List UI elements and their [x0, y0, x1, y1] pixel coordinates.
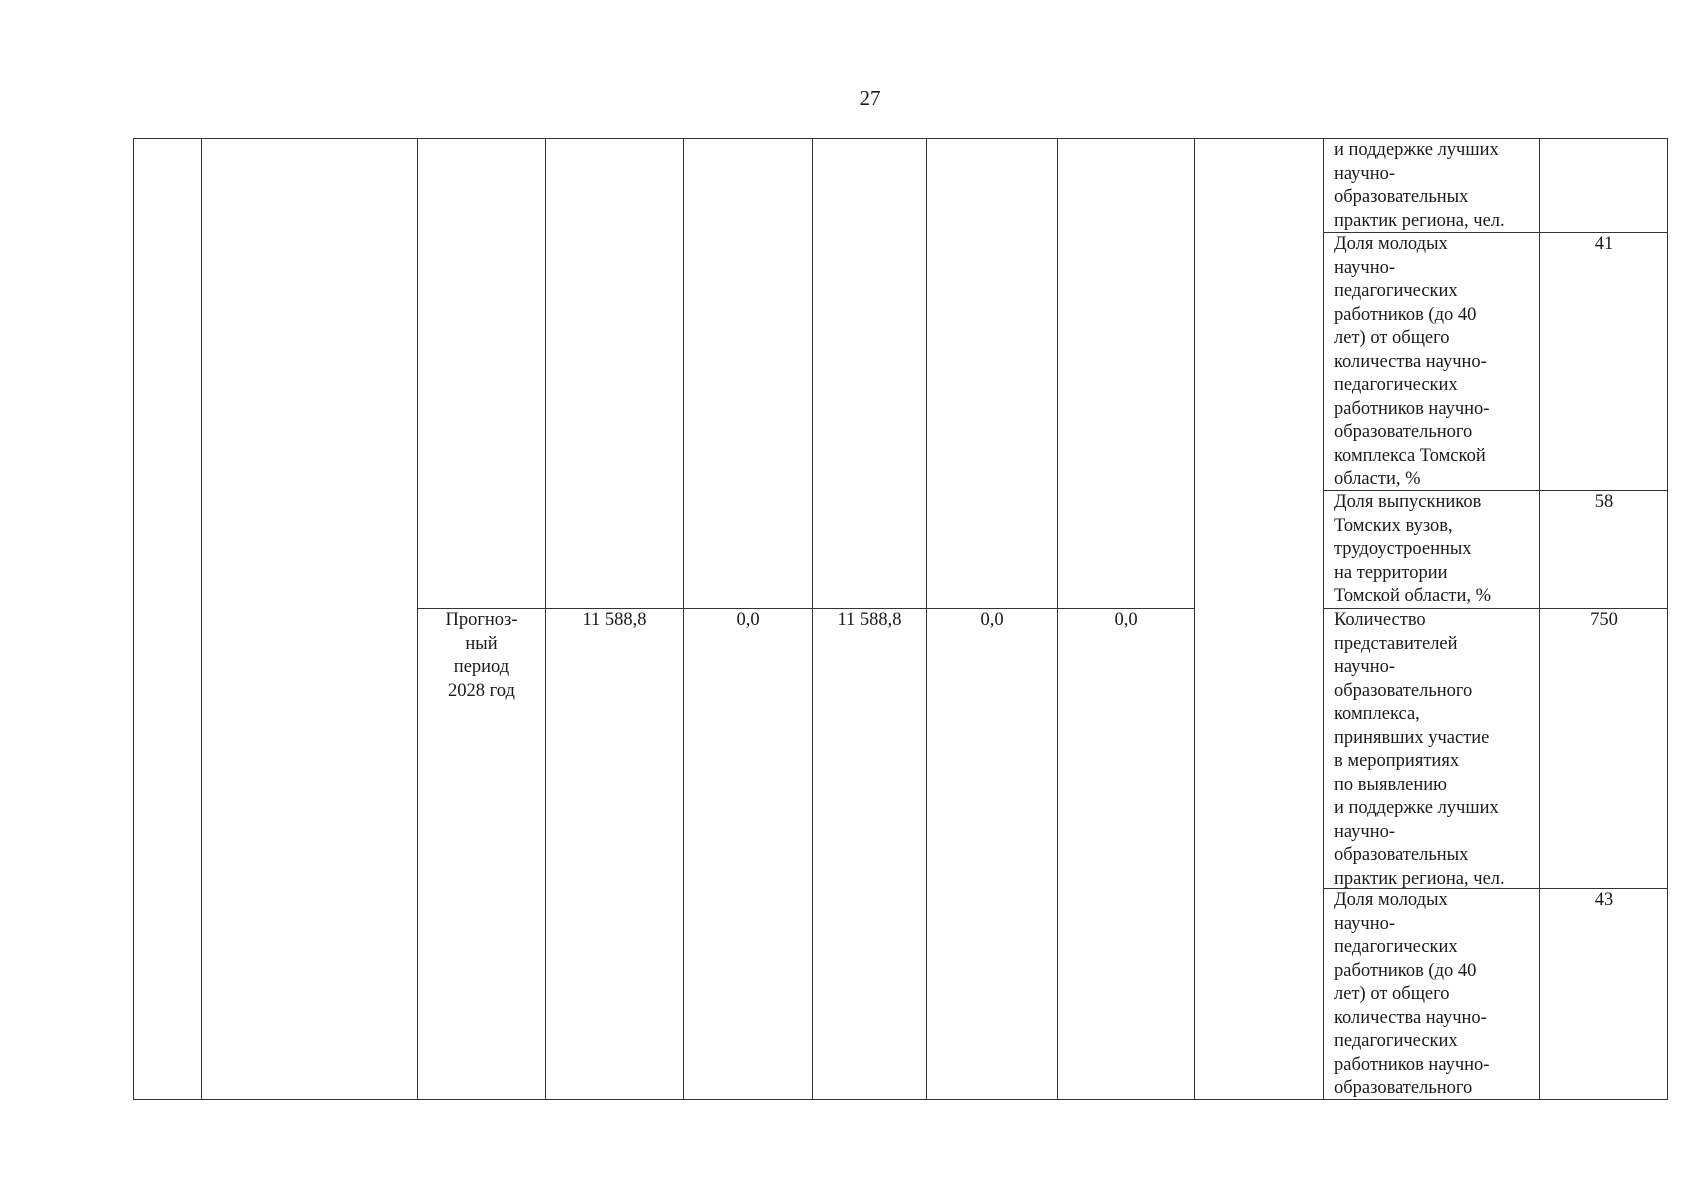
- column-divider: [201, 138, 202, 1100]
- table-cell: 0,0: [980, 610, 1004, 630]
- column-divider: [1323, 138, 1324, 1100]
- indicator-name: Количество представителей научно- образовательного комплекса, принявших участие в мероприятиях по выявлению и поддержке лучших научно- образовательных практик региона, чел.: [1334, 610, 1505, 889]
- indicator-value: 58: [1594, 492, 1614, 512]
- indicator-value: 43: [1594, 890, 1614, 910]
- indicator-name: Доля молодых научно- педагогических работников (до 40 лет) от общего количества научно- педагогических работников научно- образовательного комплекса Томской области, %: [1334, 234, 1490, 489]
- table-cell: 0,0: [736, 610, 760, 630]
- indicator-value: 750: [1590, 610, 1618, 630]
- table-cell: 11 588,8: [837, 610, 902, 630]
- page-number: 27: [859, 86, 881, 110]
- indicator-name: Доля молодых научно- педагогических работников (до 40 лет) от общего количества научно- педагогических работников научно- образовательного: [1334, 890, 1490, 1098]
- indicator-value: 41: [1594, 234, 1614, 254]
- indicator-name: Доля выпускников Томских вузов, трудоустроенных на территории Томской области, %: [1334, 492, 1492, 606]
- table-cell: 11 588,8: [582, 610, 647, 630]
- table-cell: 0,0: [1114, 610, 1138, 630]
- indicator-name: и поддержке лучших научно- образовательных практик региона, чел.: [1334, 140, 1505, 231]
- column-divider: [1194, 138, 1195, 1100]
- forecast-period-label: Прогноз- ный период 2028 год: [445, 610, 518, 701]
